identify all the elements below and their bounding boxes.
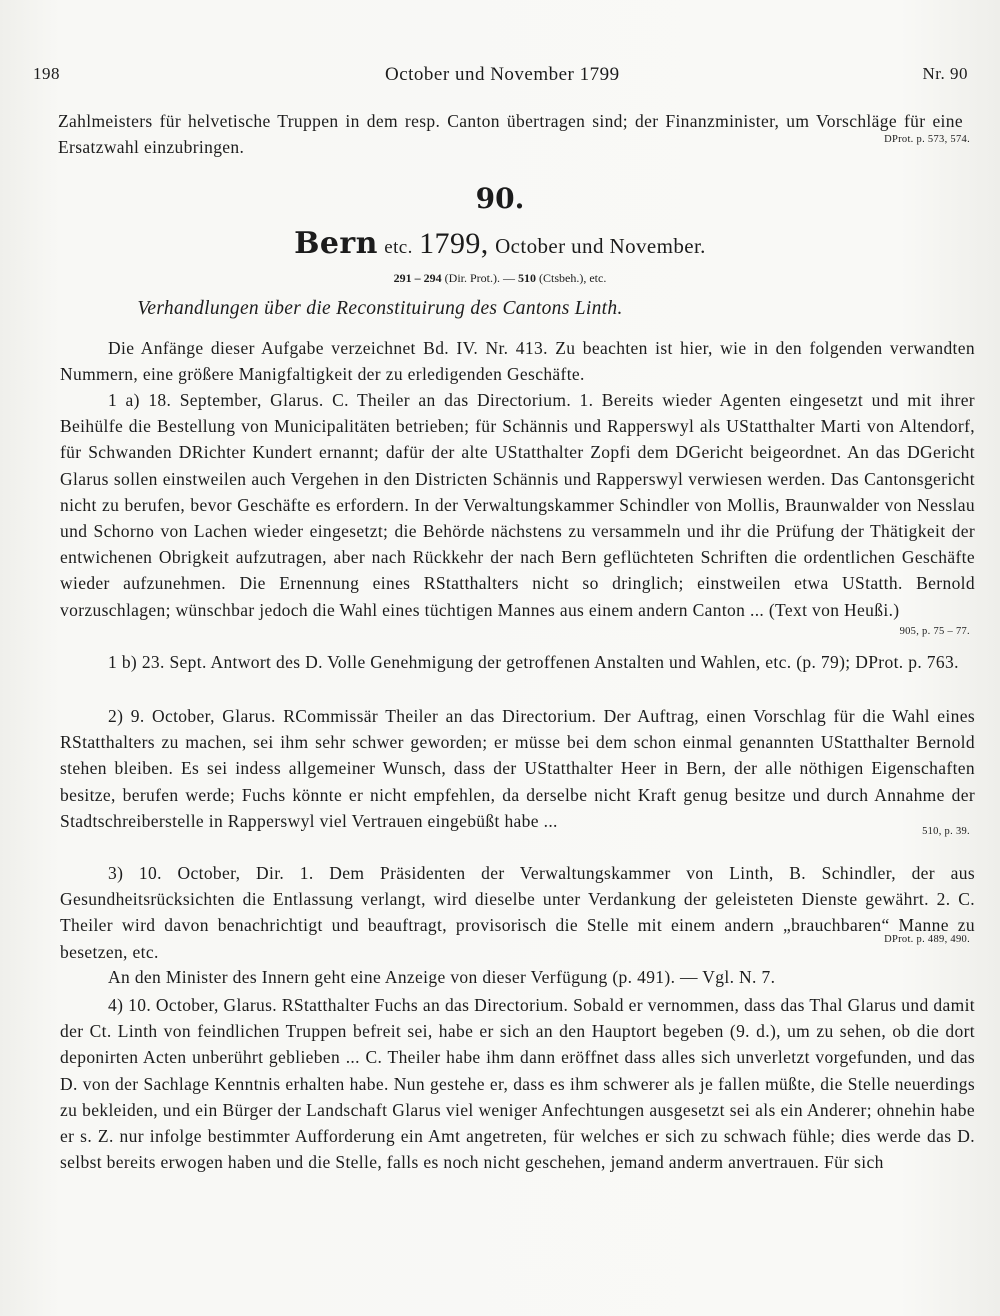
paragraph-3-reference: DProt. p. 489, 490. xyxy=(884,934,970,945)
paragraph-3-note: An den Minister des Innern geht eine Anzeige von dieser Verfügung (p. 491). — Vgl. N. 7. xyxy=(108,967,776,987)
running-title: October und November 1799 xyxy=(385,64,620,85)
source-range: 291 – 294 xyxy=(393,271,442,285)
paragraph-2-reference: 510, p. 39. xyxy=(922,826,970,837)
paragraph-1b: 1 b) 23. Sept. Antwort des D. Volle Genehmigung der getroffenen Anstalten und Wahlen, etc. (p. 79); DProt. p. 763. xyxy=(108,652,959,672)
section-sources xyxy=(0,271,1000,286)
source-end: (Ctsbeh.), etc. xyxy=(539,271,607,285)
carryover-reference: DProt. p. 573, 574. xyxy=(884,134,970,145)
paragraph-1a-reference-text: 905, p. 75 – 77. xyxy=(899,626,970,637)
section-title xyxy=(0,226,1000,261)
title-etc: etc. xyxy=(384,237,413,258)
source-number: 510 xyxy=(518,271,537,285)
title-year: 1799, xyxy=(419,227,489,260)
title-place: Bern xyxy=(294,226,378,261)
source-mid: (Dir. Prot.). — xyxy=(444,271,516,285)
page-number: 198 xyxy=(33,64,60,83)
paragraph-intro: Die Anfänge dieser Aufgabe verzeichnet Bd. IV. Nr. 413. Zu beachten ist hier, wie in den folgenden verwandten Nummern, eine größere Manigfaltigkeit der zu erledigenden Geschäfte. xyxy=(60,338,975,385)
carryover-paragraph: Zahlmeisters für helvetische Truppen in dem resp. Canton übertragen sind; der Finanzminister, um Vorschläge für eine Ersatzwahl einzubringen. xyxy=(58,111,963,158)
title-months: October und November. xyxy=(495,234,706,258)
paragraph-3: 3) 10. October, Dir. 1. Dem Präsidenten der Verwaltungskammer von Linth, B. Schindler, der aus Gesundheitsrücksichten die Entlassung verlangt, wird dieselbe unter Verdankung der geleisteten Dienste gewährt. 2. C. Theiler wird davon benachrichtigt und beauftragt, provisorisch die Stelle mit einem andern „brauchbaren“ Manne zu besetzen, etc. xyxy=(60,863,975,962)
paragraph-1a: 1 a) 18. September, Glarus. C. Theiler an das Directorium. 1. Bereits wieder Agenten eingesetzt und mit ihrer Beihülfe die Bestellung von Municipalitäten betrieben; für Schännis und Rapperswyl als UStatthalter Marti von Altendorf, für Schwanden DRichter Kundert ernannt; dafür der alte UStatthalter Zopfi dem DGericht beigeordnet. An das DGericht Glarus sollen einstweilen auch Vergehen in den Districten Schännis und Rapperswyl verwiesen werden. Das Cantonsgericht nicht zu berufen, bevor Geschäfte es erfordern. In der Verwaltungskammer Schindler von Mollis, Braunwalder von Nesslau und Schorno von Lachen wieder eingesetzt; die Behörde nächstens zu versammeln und ihr die Prüfung der Thätigkeit der entwichenen Obrigkeit aufzutragen, aber nach Rückkehr der nach Bern geflüchteten Schriften die ordentlichen Geschäfte wieder aufzunehmen. Die Ernennung eines RStatthalters nicht so dringlich; einstweilen etwa UStatth. Bernold vorzuschlagen; wünschbar jedoch die Wahl eines tüchtigen Mannes aus einem andern Canton ... (Text von Heußi.) xyxy=(60,390,975,620)
paragraph-2: 2) 9. October, Glarus. RCommissär Theiler an das Directorium. Der Auftrag, einen Vorschlag für die Wahl eines RStatthalters zu machen, sei ihm sehr schwer geworden; er müsse bei dem schon einmal genannten UStatthalter Bernold stehen bleiben. Es sei indess allgemeiner Wunsch, dass der UStatthalter Heer in Bern, der alle nöthigen Eigenschaften besitze, berufen werde; Fuchs könnte er nicht empfehlen, da derselbe nicht Kraft genug besitze und durch Annahme der Stadtschreiberstelle in Rapperswyl viel Vertrauen eingebüßt habe ... xyxy=(60,706,975,831)
paragraph-4: 4) 10. October, Glarus. RStatthalter Fuchs an das Directorium. Sobald er vernommen, dass das Thal Glarus und damit der Ct. Linth von feindlichen Truppen befreit sei, habe er sich an den Hauptort begeben (9. d.), um zu sehen, ob die dort deponirten Acten unberührt geblieben ... C. Theiler habe ihm dann eröffnet dass alles sich unverletzt vorgefunden, und das D. von der Sachlage Kenntnis erhalten habe. Nun gestehe er, dass es ihm schwerer als je fallen müßte, die Stelle neuerdings zu bekleiden, und ein Bürger der Landschaft Glarus viel weniger Anfechtungen ausgesetzt sei als ein Anderer; ohnehin habe er s. Z. nur infolge bestimmter Aufforderung ein Amt angetreten, für welches er sich zu schwach fühle; dies werde das D. selbst bereits erwogen haben und die Stelle, falls es noch nicht geschehen, jemand anderm anvertrauen. Für sich xyxy=(60,995,975,1173)
document-number: Nr. 90 xyxy=(922,64,968,83)
paragraph-1a-reference xyxy=(900,626,970,637)
section-number: 90. xyxy=(475,182,525,215)
section-subject: Verhandlungen über die Reconstituirung des Cantons Linth. xyxy=(137,298,623,319)
